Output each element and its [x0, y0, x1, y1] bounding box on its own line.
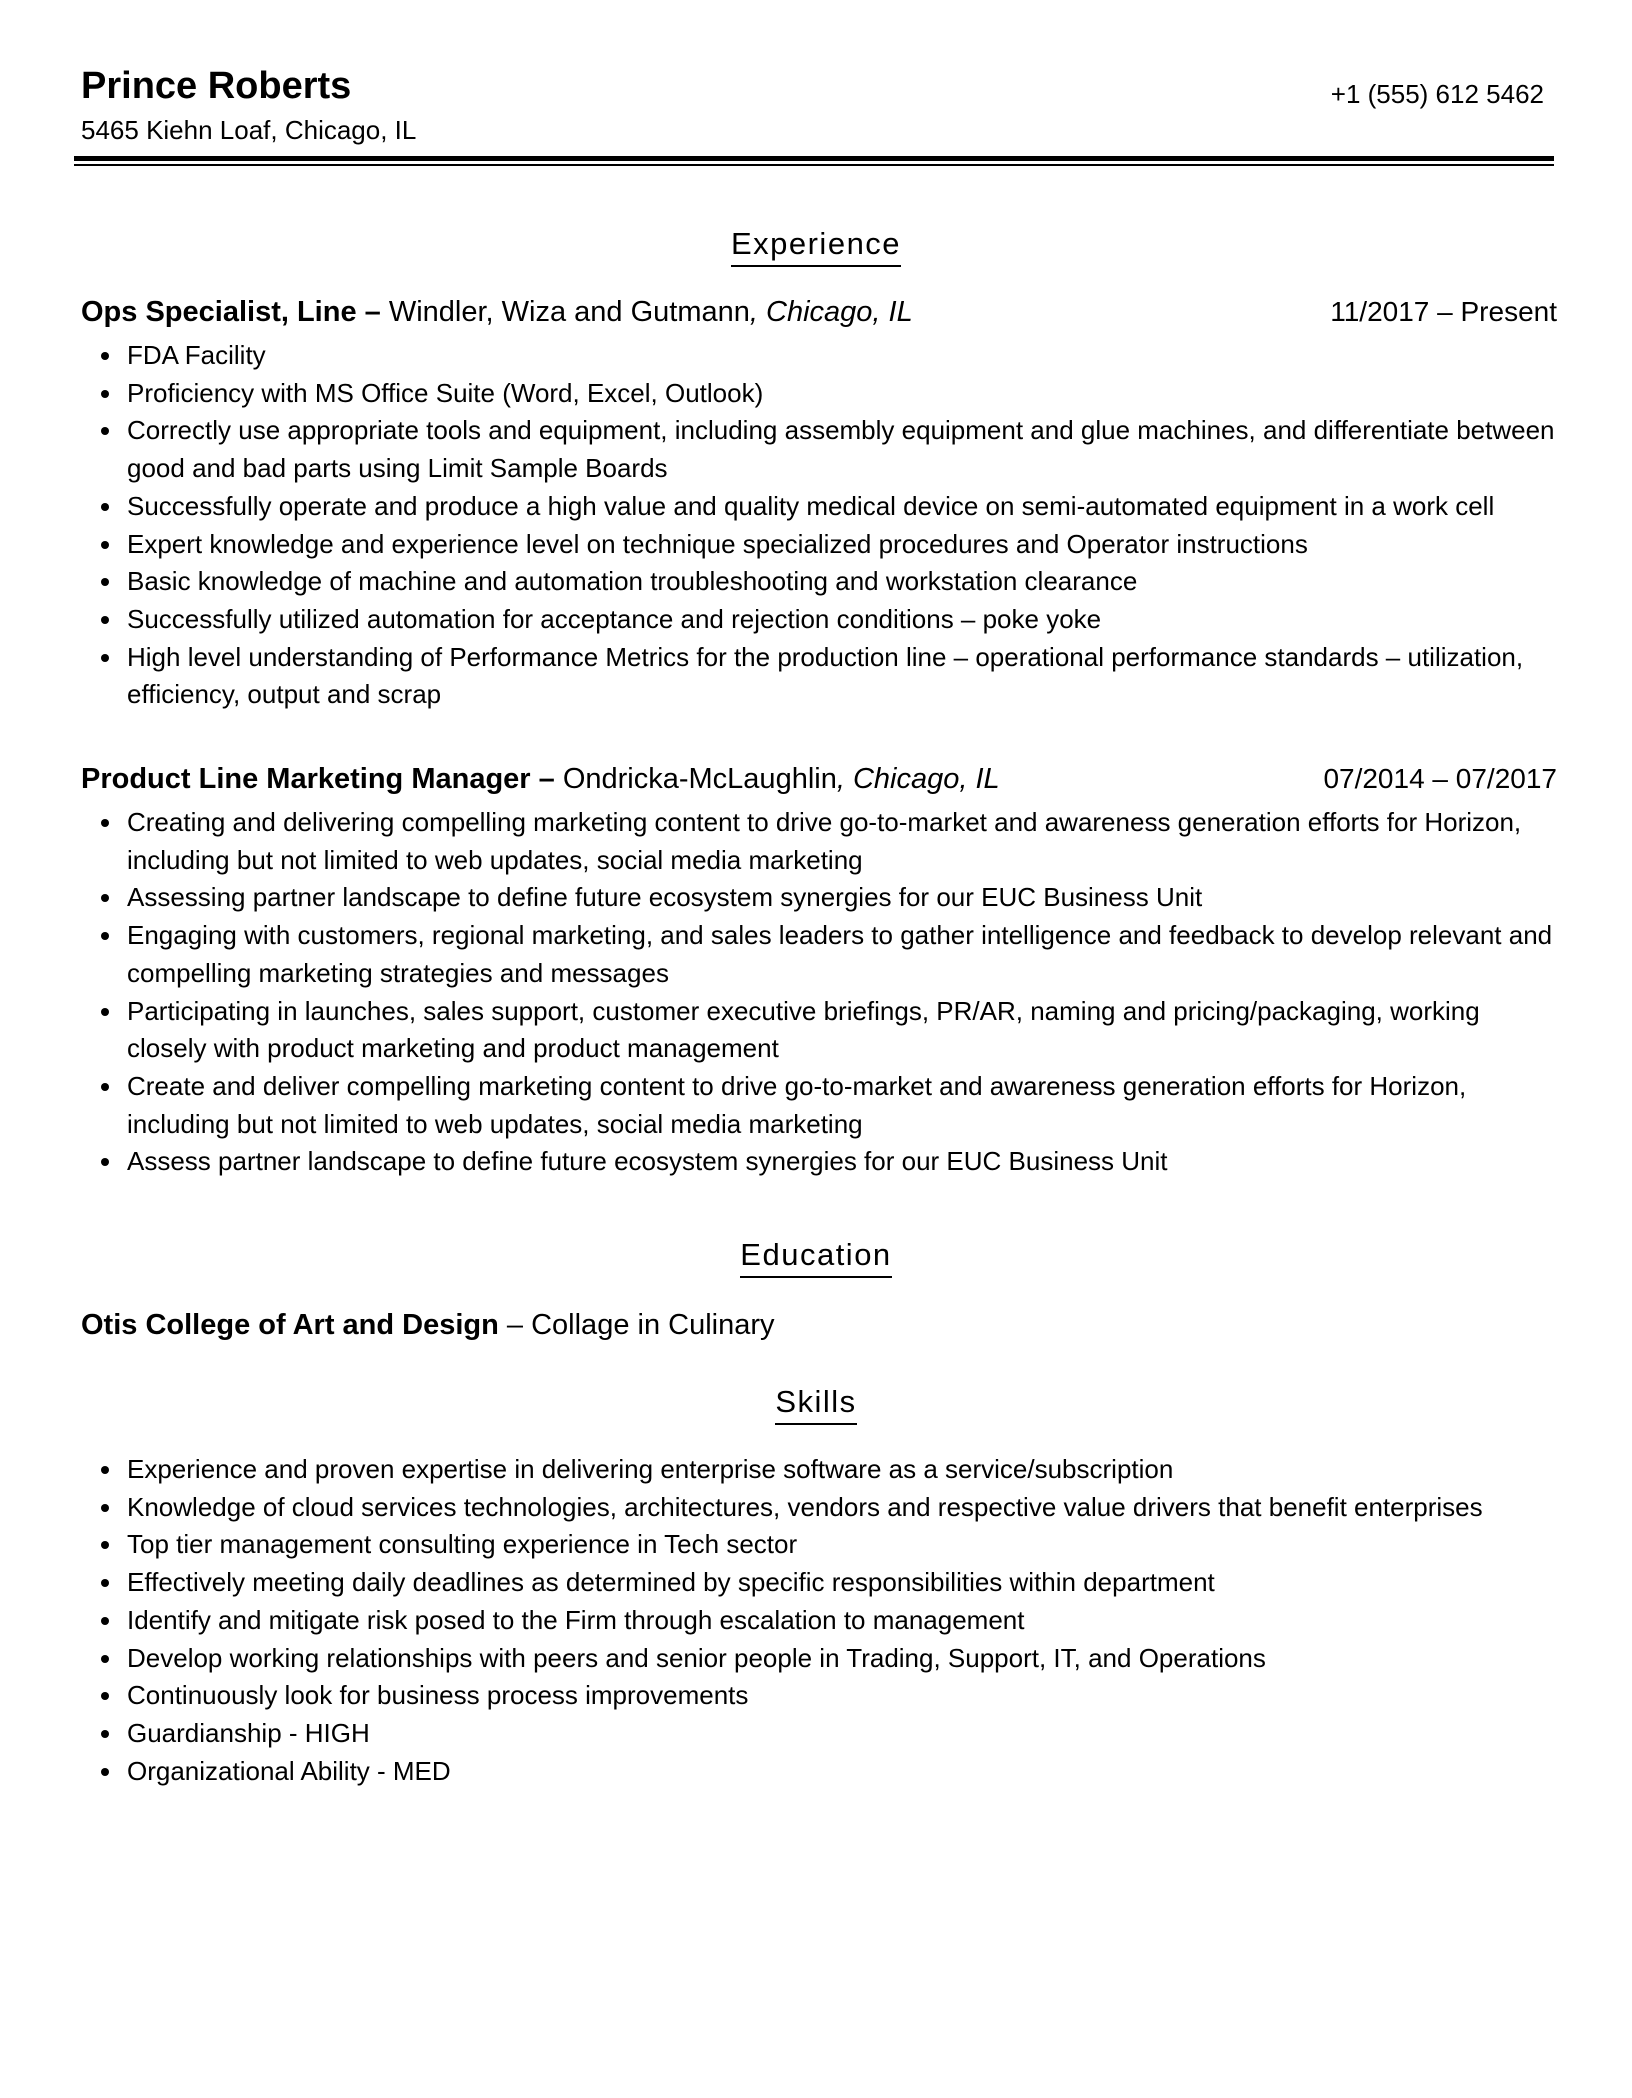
- list-item: Engaging with customers, regional marketing, and sales leaders to gather intelligence and feedback to develop relevant and compelling marketing strategies and messages: [81, 917, 1561, 992]
- list-item: Proficiency with MS Office Suite (Word, Excel, Outlook): [81, 375, 1561, 413]
- list-item: Basic knowledge of machine and automation troubleshooting and workstation clearance: [81, 563, 1561, 601]
- list-item: Creating and delivering compelling marketing content to drive go-to-market and awareness generation efforts for Horizon, including but not limited to web updates, social media marketing: [81, 804, 1561, 879]
- experience-heading: [0, 224, 1632, 267]
- list-item: Continuously look for business process improvements: [81, 1677, 1561, 1715]
- candidate-address: 5465 Kiehn Loaf, Chicago, IL: [81, 115, 417, 145]
- job-2-role: Product Line Marketing Manager –: [81, 763, 555, 795]
- list-item: Successfully operate and produce a high value and quality medical device on semi-automated equipment in a work cell: [81, 488, 1561, 526]
- list-item: Guardianship - HIGH: [81, 1715, 1561, 1753]
- skills-heading-label: Skills: [775, 1382, 856, 1425]
- skills-heading: [0, 1382, 1632, 1425]
- list-item: Correctly use appropriate tools and equipment, including assembly equipment and glue machines, and differentiate between good and bad parts using Limit Sample Boards: [81, 412, 1561, 487]
- job-2-company: Ondricka-McLaughlin: [554, 763, 837, 795]
- list-item: Top tier management consulting experience in Tech sector: [81, 1526, 1561, 1564]
- job-1-header: [81, 293, 913, 331]
- education-degree: – Collage in Culinary: [498, 1309, 775, 1341]
- list-item: Knowledge of cloud services technologies, architectures, vendors and respective value drivers that benefit enterprises: [81, 1489, 1561, 1527]
- job-2-bullet-list: [81, 804, 1561, 1181]
- list-item: Experience and proven expertise in delivering enterprise software as a service/subscription: [81, 1451, 1561, 1489]
- job-1-dates: 11/2017 – Present: [1330, 296, 1557, 327]
- education-entry: [81, 1306, 775, 1344]
- header-divider-thick: [74, 156, 1554, 161]
- education-school: Otis College of Art and Design: [81, 1309, 499, 1341]
- list-item: Organizational Ability - MED: [81, 1753, 1561, 1791]
- list-item: Identify and mitigate risk posed to the Firm through escalation to management: [81, 1602, 1561, 1640]
- list-item: Assessing partner landscape to define future ecosystem synergies for our EUC Business Unit: [81, 879, 1561, 917]
- education-heading-label: Education: [740, 1235, 891, 1278]
- job-1-bullet-list: [81, 337, 1561, 714]
- header-divider-thin: [74, 164, 1554, 166]
- list-item: Create and deliver compelling marketing content to drive go-to-market and awareness generation efforts for Horizon, including but not limited to web updates, social media marketing: [81, 1068, 1561, 1143]
- job-1-location: , Chicago, IL: [749, 296, 913, 328]
- list-item: Participating in launches, sales support, customer executive briefings, PR/AR, naming and pricing/packaging, working closely with product marketing and product management: [81, 993, 1561, 1068]
- list-item: Effectively meeting daily deadlines as determined by specific responsibilities within department: [81, 1564, 1561, 1602]
- list-item: High level understanding of Performance Metrics for the production line – operational performance standards – utilization, efficiency, output and scrap: [81, 639, 1561, 714]
- list-item: Successfully utilized automation for acceptance and rejection conditions – poke yoke: [81, 601, 1561, 639]
- job-2-dates: 07/2014 – 07/2017: [1323, 763, 1557, 794]
- list-item: Expert knowledge and experience level on technique specialized procedures and Operator instructions: [81, 526, 1561, 564]
- skills-bullet-list: [81, 1451, 1561, 1790]
- candidate-name: Prince Roberts: [81, 65, 352, 107]
- experience-heading-label: Experience: [731, 224, 901, 267]
- list-item: Develop working relationships with peers and senior people in Trading, Support, IT, and Operations: [81, 1640, 1561, 1678]
- job-1-company: Windler, Wiza and Gutmann: [380, 296, 750, 328]
- list-item: FDA Facility: [81, 337, 1561, 375]
- candidate-phone: +1 (555) 612 5462: [1330, 79, 1544, 109]
- job-2-header: [81, 760, 1000, 798]
- job-1-role: Ops Specialist, Line –: [81, 296, 381, 328]
- list-item: Assess partner landscape to define future ecosystem synergies for our EUC Business Unit: [81, 1143, 1561, 1181]
- education-heading: [0, 1235, 1632, 1278]
- job-2-location: , Chicago, IL: [836, 763, 1000, 795]
